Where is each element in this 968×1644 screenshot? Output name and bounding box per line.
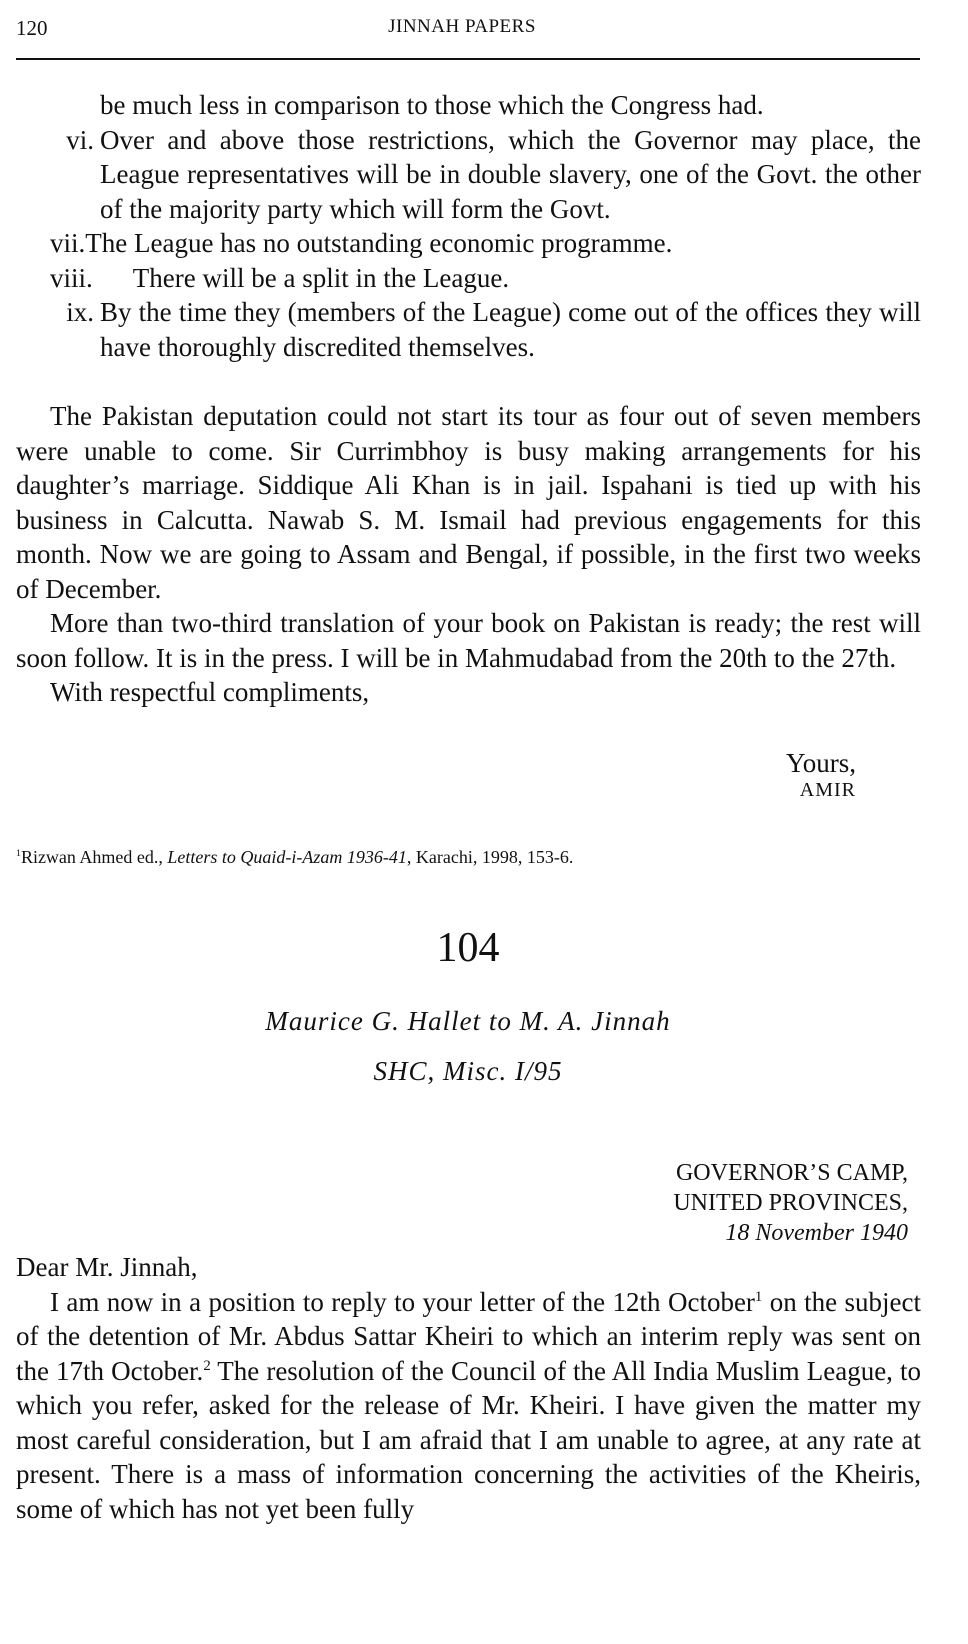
list-item-text: There will be a split in the League. <box>132 262 510 293</box>
closing-line: With respectful compliments, <box>50 677 370 707</box>
letter-text: I am now in a position to reply to your letter of the 12th October <box>50 1286 755 1317</box>
running-head <box>16 16 908 48</box>
list-item <box>16 295 921 364</box>
numbered-list <box>16 88 921 364</box>
footnote-ref: 1 <box>754 1288 763 1305</box>
document-source: SHC, Misc. I/95 <box>373 1056 563 1086</box>
list-item-number: vii. <box>50 228 86 258</box>
paragraph: The Pakistan deputation could not start its tour as four out of seven members were unable to come. Sir Currimbhoy is busy making arrangements for his daughter’s marriage. Siddique Ali Khan is in jail. Ispahani is tied up with his business in Calcutta. Nawab S. M. Ismail had previous engagements for this month. Now we are going to Assam and Bengal, if possible, in the first two weeks of December. <box>16 401 921 604</box>
letter-text: on the subject of the detention of Mr. Abdus Sattar Kheiri to which an interim reply was sent on the 17th October. <box>16 1286 922 1386</box>
footnote-details: , Karachi, 1998, 153-6. <box>406 847 574 867</box>
signature-name: AMIR <box>799 779 856 801</box>
letter-text: The resolution of the Council of the All India Muslim League, to which you refer, asked for the release of Mr. Kheiri. I have given the matter my most careful consideration, but I am afraid that I am unable to agree, at any rate at present. There is a mass of information concerning the activities of the Kheiris, some of which has not yet been fully <box>16 1355 921 1524</box>
signoff <box>16 748 856 802</box>
address-line: GOVERNOR’S CAMP, <box>675 1160 908 1186</box>
footnote-author: Rizwan Ahmed ed., <box>20 847 168 867</box>
footnote-ref: 2 <box>203 1357 211 1374</box>
paragraph <box>16 1285 921 1527</box>
list-item-text: By the time they (members of the League) come out of the offices they will have thoroughly discredited themselves. <box>100 297 921 362</box>
footnote-mark: 1 <box>16 848 21 859</box>
address-line: UNITED PROVINCES, <box>673 1190 908 1216</box>
page-number: 120 <box>16 16 48 40</box>
list-item <box>16 226 921 261</box>
list-item-number: ix. <box>66 297 94 327</box>
salutation: Dear Mr. Jinnah, <box>16 1252 198 1282</box>
paragraph: More than two-third translation of your book on Pakistan is ready; the rest will soon follow. It is in the press. I will be in Mahmudabad from the 20th to the 27th. <box>16 608 921 673</box>
header-rule <box>16 58 920 60</box>
list-continuation-line: be much less in comparison to those which the Congress had. <box>100 90 764 120</box>
list-item-number: viii. <box>50 262 93 293</box>
footnote <box>16 845 916 869</box>
document-title: Maurice G. Hallet to M. A. Jinnah <box>265 1006 671 1036</box>
list-item-text: Over and above those restrictions, which the Governor may place, the League representatives will be in double slavery, one of the Govt. the other of the majority party which will form the Govt. <box>100 124 921 224</box>
letter-date: 18 November 1940 <box>725 1220 908 1246</box>
document-number: 104 <box>436 925 500 971</box>
body-paragraphs <box>16 399 921 710</box>
yours-line: Yours, <box>785 748 856 778</box>
list-item <box>16 261 921 296</box>
list-item-text: The League has no outstanding economic programme. <box>85 228 673 258</box>
letter-body <box>16 1250 921 1526</box>
running-title: JINNAH PAPERS <box>388 16 536 37</box>
list-item <box>16 123 921 227</box>
address-block <box>673 1158 908 1248</box>
footnote-book-title: Letters to Quaid-i-Azam 1936-41 <box>167 847 407 867</box>
list-item-number: vi. <box>66 124 94 155</box>
